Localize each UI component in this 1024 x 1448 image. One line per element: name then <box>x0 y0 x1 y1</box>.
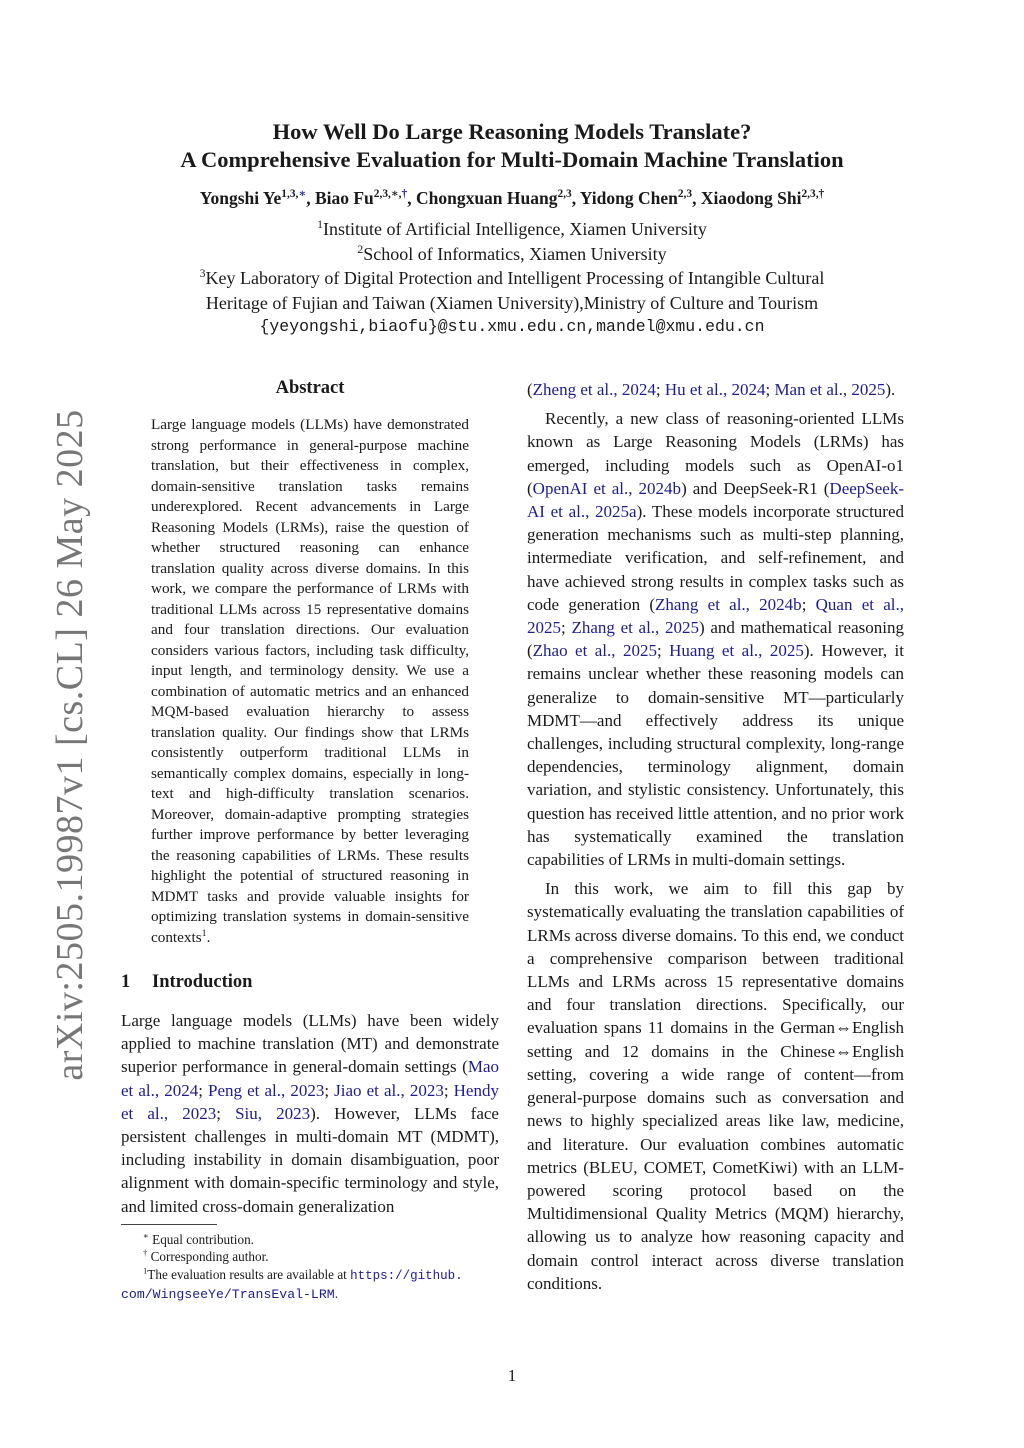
citation-link[interactable]: Jiao et al., 2023 <box>334 1080 444 1100</box>
left-column <box>121 378 499 1304</box>
footnote-results-url-cont: com/WingseeYe/TransEval-LRM. <box>121 1286 338 1303</box>
citation-link[interactable]: Zhang et al., 2024b <box>654 594 802 614</box>
author-name: Xiaodong Shi <box>700 188 802 208</box>
citation-link[interactable]: Man et al., 2025 <box>774 380 886 399</box>
citation-link[interactable]: Zhang et al., 2025 <box>571 618 700 638</box>
citation-link[interactable]: Zhao et al., 2025 <box>532 641 657 661</box>
arxiv-side-stamp: arXiv:2505.19987v1 [cs.CL] 26 May 2025 <box>49 409 91 1081</box>
footnote-rule <box>121 1224 217 1225</box>
author-name: Yidong Chen <box>579 188 678 208</box>
citation-link[interactable]: Hu et al., 2024 <box>664 380 766 399</box>
affiliation-3-cont: Heritage of Fujian and Taiwan (Xiamen University),Ministry of Culture and Tourism <box>205 292 819 313</box>
affiliation-1: $^1$Institute of Artificial Intelligence, Xiamen University <box>317 218 707 239</box>
corresponding-author-link[interactable]: † <box>401 188 408 201</box>
intro-paragraph-2: Recently, a new class of reasoning-oriented LLMs known as Large Reasoning Models (LRMs) has emerged, including models such as OpenAI-o1 (OpenAI et al., 2024b) and DeepSeek-R1 (DeepSeek-AI et al., 2025a). These models incorporate structured generation mechanisms such as multi-step planning, intermediate verification, and self-refinement, and have achieved strong results in complex tasks such as code generation (Zhang et al., 2024b; Quan et al., 2025; Zhang et al., 2025) and mathematical reasoning (Zhao et al., 2025; Huang et al., 2025). However, it remains unclear whether these reasoning models can generalize to domain-sensitive MT—particularly MDMT—and effectively address its unique challenges, including structural complexity, long-range dependencies, terminology alignment, domain variation, and stylistic consistency. Unfortunately, this question has received little attention, and no prior work has systematically examined the translation capabilities of LRMs in multi-domain settings. <box>527 409 904 870</box>
footnote-corresponding-author: † Corresponding author. <box>143 1247 269 1265</box>
citation-link[interactable]: OpenAI et al., 2024b <box>532 478 682 498</box>
citation-link[interactable]: DeepSeek-AI et al., 2025a <box>527 478 904 522</box>
author-name: Yongshi Ye <box>199 188 282 208</box>
github-url-link-cont[interactable]: com/WingseeYe/TransEval-LRM <box>121 1287 335 1303</box>
citation-link[interactable]: Huang et al., 2025 <box>669 641 804 661</box>
citation-link[interactable]: Quan et al., 2025 <box>527 594 904 638</box>
abstract-heading: Abstract <box>275 378 345 398</box>
title-line-2: A Comprehensive Evaluation for Multi-Domain Machine Translation <box>180 147 844 172</box>
right-column <box>527 378 904 1295</box>
abstract-text: Large language models (LLMs) have demonstrated strong performance in general-purpose machine translation, but their effectiveness in complex, domain-sensitive translation tasks remains underexplored. Recent advancements in Large Reasoning Models (LRMs), raise the question of whether structured reasoning can enhance translation quality across diverse domains. In this work, we compare the performance of LRMs with traditional LLMs across 15 representative domains and four translation directions. Our evaluation considers various factors, including task difficulty, input length, and terminology density. We use a combination of automatic metrics and an enhanced MQM-based evaluation hierarchy to assess translation quality. Our findings show that LRMs consistently outperform traditional LLMs in semantically complex domains, especially in long-text and high-difficulty translation scenarios. Moreover, domain-adaptive prompting strategies further improve performance by better leveraging the reasoning capabilities of LRMs. These results highlight the potential of structured reasoning in MDMT tasks and provide valuable insights for optimizing translation systems in domain-sensitive contexts$^1$. <box>151 416 469 946</box>
paper-header <box>0 118 1024 340</box>
footnotes <box>121 1224 499 1304</box>
intro-paragraph-1-cont: (Zheng et al., 2024; Hu et al., 2024; Man et al., 2025). <box>527 380 896 399</box>
author-name: Chongxuan Huang <box>415 188 558 208</box>
citation-link[interactable]: Peng et al., 2023 <box>208 1080 325 1100</box>
equal-contribution-link[interactable]: ∗ <box>298 188 307 201</box>
citation-link[interactable]: Hendy et al., 2023 <box>121 1080 499 1123</box>
citation-link[interactable]: Mao et al., 2024 <box>121 1057 499 1100</box>
affiliation-3: $^3$Key Laboratory of Digital Protection and Intelligent Processing of Intangible Cultural <box>199 267 825 288</box>
section-heading-introduction: 1 Introduction <box>121 972 253 992</box>
citation-link[interactable]: Zheng et al., 2024 <box>532 380 656 399</box>
github-url-link[interactable]: https://github. <box>350 1268 463 1283</box>
footnote-equal-contribution: ∗ Equal contribution. <box>143 1230 254 1247</box>
author-name: Biao Fu <box>314 188 374 208</box>
paper-title <box>0 118 1024 174</box>
affiliation-2: $^2$School of Informatics, Xiamen University <box>357 242 667 264</box>
page-number: 1 <box>507 1366 517 1385</box>
title-line-1: How Well Do Large Reasoning Models Translate? <box>272 119 752 144</box>
footnote-results-url: $^1$The evaluation results are available at https://github. <box>143 1265 463 1283</box>
intro-paragraph-3: In this work, we aim to fill this gap by systematically evaluating the translation capabilities of LRMs across diverse domains. To this end, we conduct a comprehensive comparison between traditional LLMs and LRMs across 15 representative domains and four translation directions. Specifically, our evaluation spans 11 domains in the German⇔English setting and 12 domains in the Chinese⇔English setting, covering a wide range of content—from general-purpose domains such as conversation and news to highly specialized areas like law, medicine, and literature. Our evaluation combines automatic metrics (BLEU, COMET, CometKiwi) with an LLM-powered scoring protocol based on the Multidimensional Quality Metrics (MQM) hierarchy, allowing us to analyze how reasoning capacity and domain control interact across diverse translation conditions. <box>527 879 904 1293</box>
author-list: Yongshi $Ye^{1,3,∗}$, Biao $Fu^{2,3,∗,\dagger}$, Chongxuan Huang$^{2,3}$, Yidong Chen$^{2,3}$, Xiaodong Shi$^{2,3,\dagger}$ <box>199 188 825 208</box>
footnote-1-link[interactable]: 1 <box>201 927 207 939</box>
citation-link[interactable]: Siu, 2023 <box>235 1103 311 1123</box>
author-emails: {yeyongshi,biaofu}@stu.xmu.edu.cn,mandel@xmu.edu.cn <box>259 317 765 336</box>
affiliations <box>0 217 1024 340</box>
intro-paragraph-1: Large language models (LLMs) have been widely applied to machine translation (MT) and demonstrate superior performance in general-domain settings (Mao et al., 2024; Peng et al., 2023; Jiao et al., 2023; Hendy et al., 2023; Siu, 2023). However, LLMs face persistent challenges in multi-domain MT (MDMT), including instability in domain disambiguation, poor alignment with domain-specific terminology and style, and limited cross-domain generalization <box>121 1011 499 1216</box>
